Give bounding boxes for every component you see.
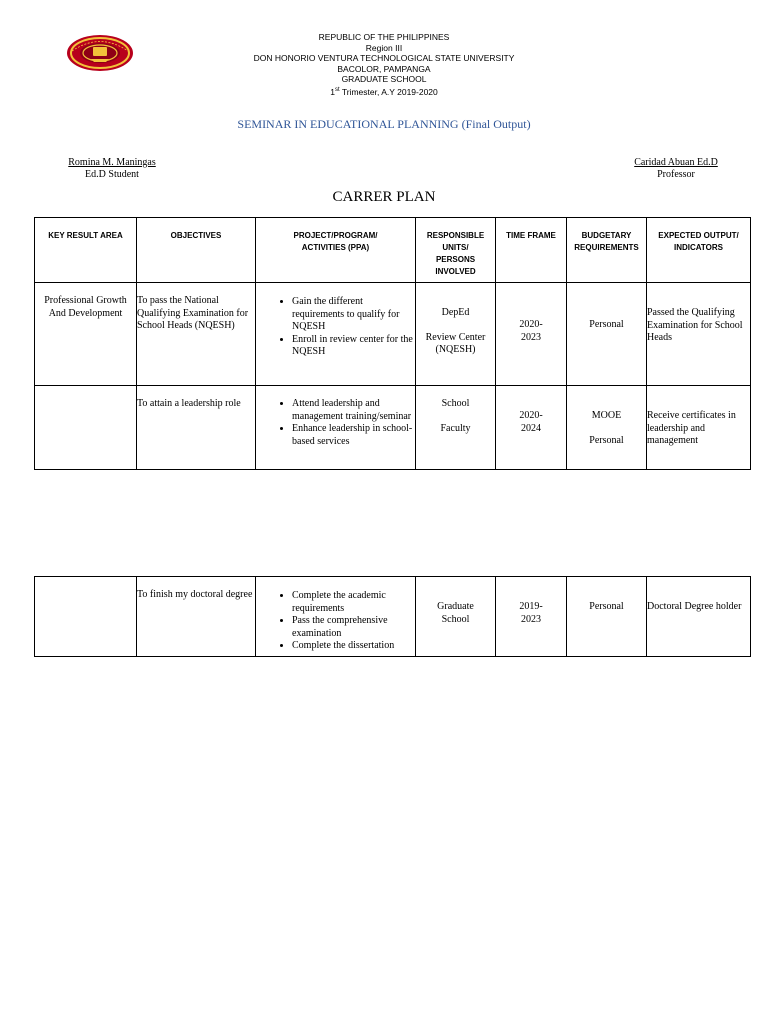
responsible-units-cell [416,283,496,386]
professor-block [620,157,732,181]
budget-item: Personal [589,434,624,446]
professor-name: Caridad Abuan Ed.D [634,157,718,168]
column-header: TIME FRAME [496,218,567,283]
objective-cell: To pass the National Qualifying Examination for School Heads (NQESH) [137,283,256,386]
activity-item: • Pass the comprehensive examination [292,615,415,640]
header-term: 1st Trimester, A.Y 2019-2020 [330,86,438,97]
header-region: Region III [365,43,403,53]
key-result-area-cell [35,386,137,470]
student-name: Romina M. Maningas [68,157,156,168]
unit-item: DepEd [441,307,470,318]
key-result-area-cell [35,577,137,657]
unit-item: Faculty [440,422,471,434]
activities-cell [256,386,416,470]
time-frame-cell: 2020-2023 [496,283,567,386]
budget-cell [567,577,647,657]
table-header-row [35,218,751,283]
header-republic: REPUBLIC OF THE PHILIPPINES [318,32,450,42]
plan-title: CARRER PLAN [332,189,436,205]
activity-item: • Complete the dissertation [292,640,415,653]
key-result-area-cell: Professional Growth And Development [35,283,137,386]
activities-cell [256,577,416,657]
header-location: BACOLOR, PAMPANGA [337,64,431,74]
student-role: Ed.D Student [85,169,139,180]
course-title: SEMINAR IN EDUCATIONAL PLANNING (Final Output) [237,117,531,131]
activity-item: • Complete the academic requirements [292,590,415,615]
budget-cell [567,283,647,386]
column-header: OBJECTIVES [137,218,256,283]
career-plan-table-continued [34,576,751,657]
objective-cell: To finish my doctoral degree [137,577,256,657]
time-frame-cell: 2019-2023 [496,577,567,657]
career-plan-table [34,217,751,470]
budget-item: Personal [589,601,624,612]
objective-cell: To attain a leadership role [137,386,256,470]
activity-item: • Attend leadership and management training/seminar [292,398,415,423]
expected-output-cell: Doctoral Degree holder [647,577,751,657]
budget-cell [567,386,647,470]
column-header: PROJECT/PROGRAM/ ACTIVITIES (PPA) [256,218,416,283]
activity-item: • Enhance leadership in school-based services [292,423,415,448]
unit-item: Graduate School [437,601,474,625]
expected-output-cell: Passed the Qualifying Examination for School Heads [647,283,751,386]
activities-cell [256,283,416,386]
column-header: RESPONSIBLE UNITS/ PERSONS INVOLVED [416,218,496,283]
responsible-units-cell [416,577,496,657]
column-header: KEY RESULT AREA [35,218,137,283]
budget-item: Personal [589,319,624,330]
activity-item: • Gain the different requirements to qualify for NQESH [292,296,415,334]
unit-item: Review Center (NQESH) [425,331,486,355]
responsible-units-cell [416,386,496,470]
activity-item: • Enroll in review center for the NQESH [292,334,415,359]
professor-role: Professor [657,169,695,180]
table-row [35,577,751,657]
column-header: BUDGETARY REQUIREMENTS [567,218,647,283]
header-school: GRADUATE SCHOOL [341,74,427,84]
expected-output-cell: Receive certificates in leadership and management [647,386,751,470]
time-frame-cell: 2020-2024 [496,386,567,470]
budget-item: MOOE [591,410,622,421]
column-header: EXPECTED OUTPUT/ INDICATORS [647,218,751,283]
table-row [35,283,751,386]
header-university: DON HONORIO VENTURA TECHNOLOGICAL STATE UNIVERSITY [253,53,515,63]
table-row [35,386,751,470]
unit-item: School [441,398,470,409]
student-block [64,157,160,181]
